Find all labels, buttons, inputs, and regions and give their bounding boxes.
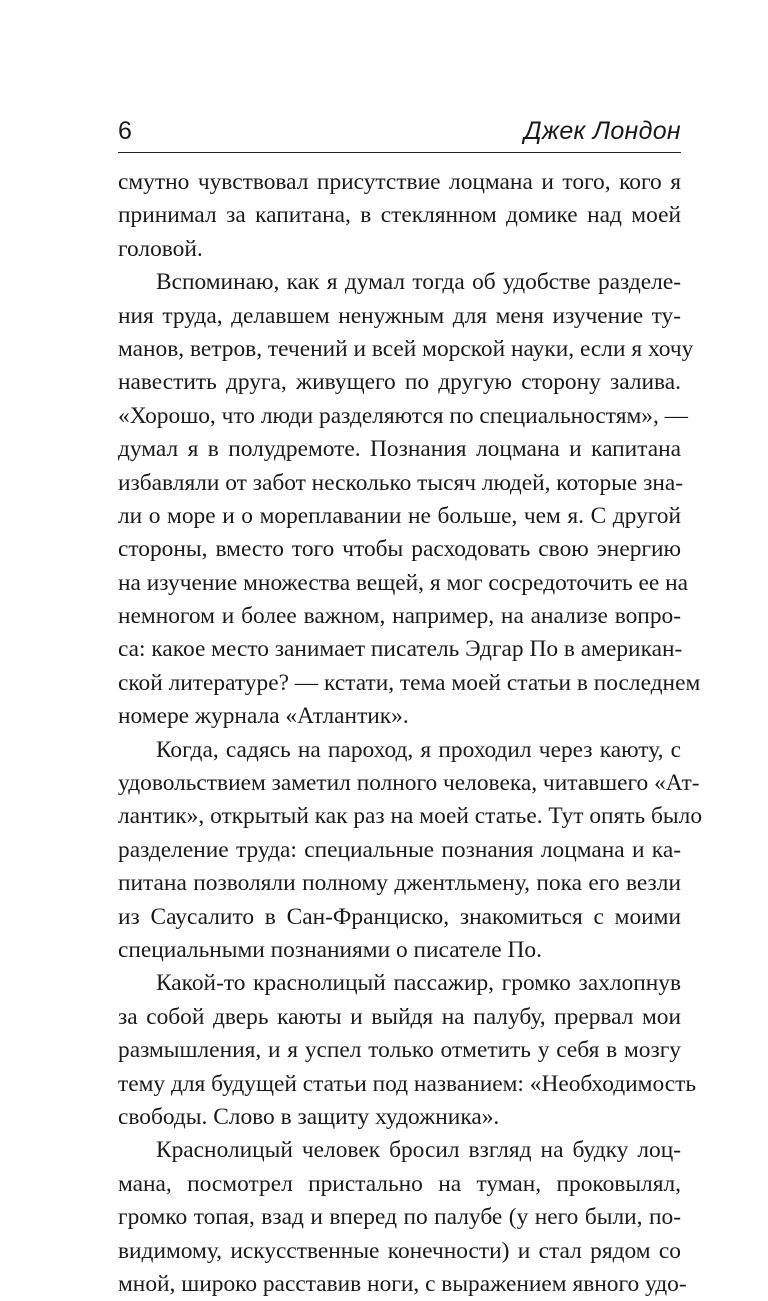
text-line: «Хорошо, что люди разделяются по специальностям», — <box>118 402 689 429</box>
text-line: смутно чувствовал присутствие лоцмана и того, кого я <box>118 169 681 195</box>
text-line: стороны, вместо того чтобы расходовать свою энергию <box>118 536 681 563</box>
text-line: навестить друга, живущего по другую сторону залива. <box>118 369 681 396</box>
text-line: принимал за капитана, в стеклянном домике над моей <box>118 202 681 229</box>
text-line: удовольствием заметил полного человека, читавшего «Ат- <box>118 770 700 797</box>
text-line: из Саусалито в Сан-Франциско, знакомиться с моими <box>118 903 681 930</box>
text-line: ли о море и о мореплавании не больше, чем я. С другой <box>118 502 681 529</box>
text-line: мана, посмотрел пристально на туман, проковылял, <box>118 1170 681 1197</box>
text-line: ния труда, делавшем ненужным для меня изучение ту- <box>118 302 681 329</box>
text-line: размышления, и я успел только отметить у себя в мозгу <box>118 1037 681 1064</box>
text-line: Вспоминаю, как я думал тогда об удобстве разделе- <box>156 269 681 296</box>
text-line: манов, ветров, течений и всей морской науки, если я хочу <box>118 335 694 362</box>
text-line: Краснолицый человек бросил взгляд на будку лоц- <box>156 1137 681 1164</box>
text-line: разделение труда: специальные познания лоцмана и ка- <box>118 836 681 863</box>
text-line: са: какое место занимает писатель Эдгар По в американ- <box>118 636 683 663</box>
text-line: питана позволяли полному джентльмену, пока его везли <box>118 870 681 897</box>
text-line: номере журнала «Атлантик». <box>118 703 409 730</box>
text-line: на изучение множества вещей, я мог сосредоточить ее на <box>118 569 689 596</box>
text-line: лантик», открытый как раз на моей статье. Тут опять было <box>118 803 703 830</box>
text-line: головой. <box>118 235 203 262</box>
text-line: специальными познаниями о писателе По. <box>118 936 542 963</box>
text-line: избавляли от забот несколько тысяч людей, которые зна- <box>118 469 684 496</box>
paragraph <box>118 1134 687 1301</box>
text-line: ской литературе? — кстати, тема моей статьи в последнем <box>118 669 701 696</box>
paragraph <box>118 266 701 733</box>
paragraph <box>118 166 681 266</box>
text-line: громко топая, взад и вперед по палубе (у него были, по- <box>118 1204 681 1231</box>
text-line: Какой-то краснолицый пассажир, громко захлопнув <box>156 970 681 997</box>
body-text <box>118 166 703 1301</box>
paragraph <box>118 734 703 968</box>
text-line: за собой дверь каюты и выйдя на палубу, прервал мои <box>118 1003 681 1030</box>
text-line: мной, широко расставив ноги, с выражением явного удо- <box>118 1270 687 1297</box>
text-line: видимому, искусственные конечности) и стал рядом со <box>118 1237 681 1264</box>
paragraph <box>118 967 697 1134</box>
page-number: 6 <box>118 117 132 145</box>
text-line: Когда, садясь на пароход, я проходил через каюту, с <box>156 736 681 763</box>
running-head-author: Джек Лондон <box>523 117 681 145</box>
text-line: свободы. Слово в защиту художника». <box>118 1103 500 1130</box>
text-line: думал я в полудремоте. Познания лоцмана и капитана <box>118 436 681 463</box>
text-line: тему для будущей статьи под названием: «Необходимость <box>118 1070 697 1097</box>
text-line: немногом и более важном, например, на анализе вопро- <box>118 603 681 630</box>
page-header <box>118 112 681 153</box>
